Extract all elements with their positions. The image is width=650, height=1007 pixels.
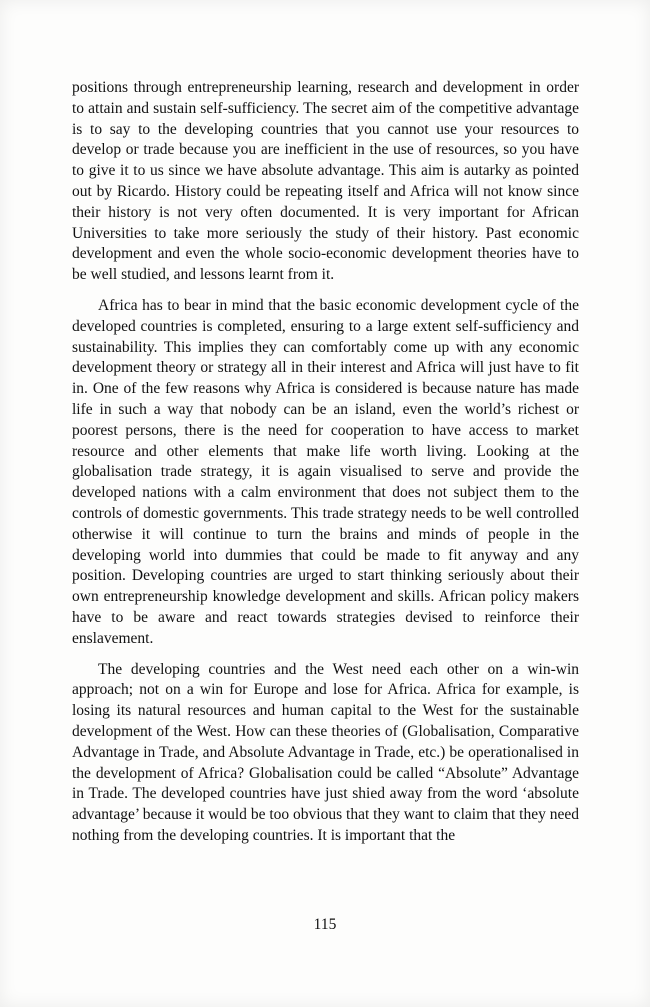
paragraph: positions through entrepreneurship learning, research and development in order to attain and sustain self-sufficiency. The secret aim of the competitive advantage is to say to the developing countries that you cannot use your resources to develop or trade because you are inefficient in the use of resources, so you have to give it to us since we have absolute advantage. This aim is autarky as pointed out by Ricardo. History could be repeating itself and Africa will not know since their history is not very often documented. It is very important for African Universities to take more seriously the study of their history. Past economic development and even the whole socio-economic development theories have to be well studied, and lessons learnt from it. [72, 79, 579, 284]
page-text-block [72, 78, 579, 857]
page-number: 115 [313, 916, 337, 933]
paragraph: Africa has to bear in mind that the basic economic development cycle of the developed countries is completed, ensuring to a large extent self-sufficiency and sustainability. This implies they can comfortably come up with any economic development theory or strategy all in their interest and Africa will just have to fit in. One of the few reasons why Africa is considered is because nature has made life in such a way that nobody can be an island, even the world’s richest or poorest persons, there is the need for cooperation to have access to market resource and other elements that make life worth living. Looking at the globalisation trade strategy, it is again visualised to serve and provide the developed nations with a calm environment that does not subject them to the controls of domestic governments. This trade strategy needs to be well controlled otherwise it will continue to turn the brains and minds of people in the developing world into dummies that could be made to fit anyway and any position. Developing countries are urged to start thinking seriously about their own entrepreneurship knowledge development and skills. African policy makers have to be aware and react towards strategies devised to reinforce their enslavement. [72, 296, 579, 647]
paragraph: The developing countries and the West need each other on a win-win approach; not on a win for Europe and lose for Africa. Africa for example, is losing its natural resources and human capital to the West for the sustainable development of the West. How can these theories of (Globalisation, Comparative Advantage in Trade, and Absolute Advantage in Trade, etc.) be operationalised in the development of Africa? Globalisation could be called “Absolute” Advantage in Trade. The developed countries have just shied away from the word ‘absolute advantage’ because it would be too obvious that they want to claim that they need nothing from the developing countries. It is important that the [72, 660, 579, 844]
